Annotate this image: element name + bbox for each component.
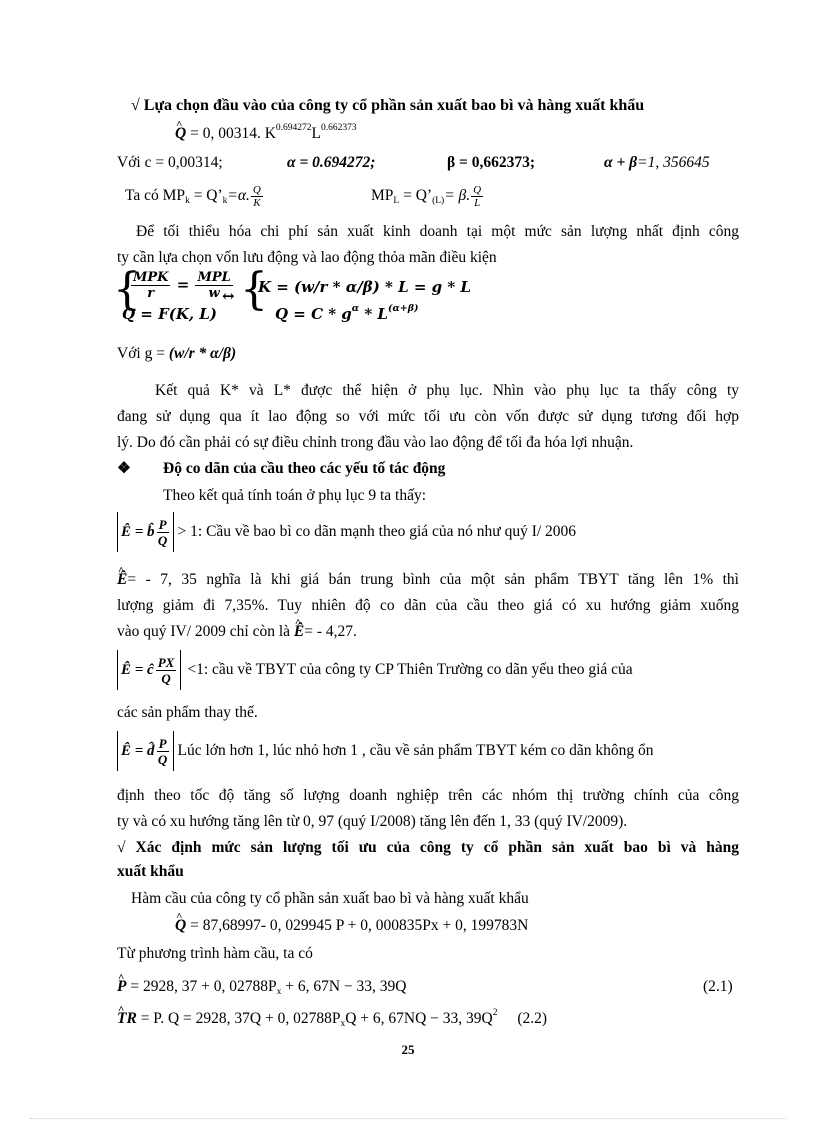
paragraph-line: Hàm cầu của công ty cổ phần sản xuất bao bì và hàng xuất khẩu — [131, 890, 529, 907]
marginal-product-line: Ta có $MP_k$ = $Q’_k=\alpha$. $\frac{Q}{K}$ — [125, 184, 261, 209]
alpha-beta-sum: α + β=1, 356645 — [604, 154, 710, 171]
section-heading-input-choice: √ Lựa chọn đầu vào của công ty cổ phần sản xuất bao bì và hàng xuất khẩu — [131, 97, 645, 114]
beta-value: β = 0,662373; — [447, 154, 536, 171]
paragraph-line: lý. Do đó cần phải có sự điều chỉnh trong đầu vào lao động để tối đa hóa lợi nhuận. — [117, 434, 634, 451]
section-heading-elasticity: Độ co dãn của cầu theo các yếu tố tác động — [163, 460, 446, 477]
paragraph-line: lượng giảm đi 7,35%. Tuy nhiên độ co dãn của cầu theo giá có xu hướng giảm xuống — [117, 597, 739, 614]
paragraph-line: các sản phẩm thay thế. — [117, 704, 258, 721]
paragraph-line: ^ Ê= - 7, 35 nghĩa là khi giá bán trung bình của một sản phẩm TBYT tăng lên 1% thì — [117, 570, 739, 590]
alpha-value: α = 0.694272; — [287, 154, 376, 171]
paragraph-line: định theo tốc độ tăng số lượng doanh nghiệp trên các nhóm thị trường chính của công — [117, 787, 739, 804]
section-heading-optimal-output: √ Xác định mức sản lượng tối ưu của công ty cổ phần sản xuất bao bì và hàng — [117, 839, 739, 856]
section-heading-optimal-output-cont: xuất khẩu — [117, 863, 184, 880]
bullet-icon: ❖ — [117, 460, 131, 477]
elasticity-price-line: Ê = b̂ $\frac{P}{Q}$ > 1: Cầu về bao bì co dãn mạnh theo giá của nó như quý I/ 2006 — [117, 510, 576, 554]
cross-elasticity-line: Ê = ĉ $\frac{PX}{Q}$ <1: cầu về TBYT của công ty CP Thiên Trường co dãn yếu theo giá của — [117, 648, 633, 692]
paragraph-line: Từ phương trình hàm cầu, ta có — [117, 945, 313, 962]
inverse-demand-equation: ^ P = 2928, 37 + 0, $02788P_x + 6$, 67N − 33, 39Q — [117, 977, 406, 997]
paragraph-line: ty cần lựa chọn vốn lưu động và lao động thỏa mãn điều kiện — [117, 249, 497, 266]
total-revenue-equation: ^ TR = P. Q = 2928, 37Q + 0, $02788P_xQ + 6$, 67NQ − 33, $39Q^2$ (2.2) — [117, 1009, 547, 1029]
paragraph-line: đang sử dụng qua ít lao động so với mức tối ưu còn vốn được sử dụng tương đối hợp — [117, 408, 739, 425]
paragraph-line: ty và có xu hướng tăng lên từ 0, 97 (quý I/2008) tăng lên đến 1, 33 (quý IV/2009). — [117, 813, 628, 830]
page-bottom-divider — [30, 1118, 786, 1119]
marginal-product-labor: $MP_L$ = $Q’_{(L)}= \beta$. $\frac{Q}{L}$ — [371, 184, 482, 209]
equation-number: (2.1) — [703, 978, 733, 995]
demand-function-equation: ^ Q = 87,68997- 0, 029945 P + 0, 000835Px + 0, 199783N — [175, 916, 528, 936]
document-page: √ Lựa chọn đầu vào của công ty cổ phần sản xuất bao bì và hàng xuất khẩu ^ Q = 0, 00314. $K^{0.694272}L^{0.662373}$ Với c = 0,00314; α = 0.694272; β = 0,662373; α + β=1, 356645 Ta có $MP_k$ = $Q’_k=\alpha$. $\frac{Q}{K}$ $MP_L$ = $Q’_{(L)}= \beta$. $\frac{Q}{L}$ Để tối thiểu hóa chi phí sản xuất kinh doanh tại một mức sản lượng nhất định công ty cần lựa chọn vốn lưu động và lao động thỏa mãn điều kiện { $\frac{\text{MPK}}{r}$ = $\frac{\text{MPL}}{w}$ Q = F(K, L) ↔ { K = (w/r * α/β) * L = g * L $Q = C * g^\alpha * L^{(\alpha+\beta)}$ Với g = (w/r * α/β) Kết quả K* và L* được thể hiện ở phụ lục. Nhìn vào phụ lục ta thấy công ty đang sử dụng qua ít lao động so với mức tối ưu còn vốn được sử dụng tương đối hợp lý. Do đó cần phải có sự điều chỉnh trong đầu vào lao động để tối đa hóa lợi nhuận. ❖ Độ co dãn của cầu theo các yếu tố tác động Theo kết quả tính toán ở phụ lục 9 ta thấy: Ê = b̂ $\frac{P}{Q}$ > 1: Cầu về bao bì co dãn mạnh theo giá của nó như quý I/ 2006 ^ Ê= - 7, 35 nghĩa là khi giá bán trung bình của một sản phẩm TBYT tăng lên 1% thì lượng giảm đi 7,35%. Tuy nhiên độ co dãn của cầu theo giá có xu hướng giảm xuống vào quý IV/ 2009 chỉ còn là ^ Ê= - 4,27. Ê = ĉ $\frac{PX}{Q}$ <1: cầu về TBYT của công ty CP Thiên Trường co dãn yếu theo giá của các sản phẩm thay thế. Ê = d̂ $\frac{P}{Q}$ Lúc lớn hơn 1, lúc nhỏ hơn 1 , cầu về sản phẩm TBYT kém co dãn không ổn định theo tốc độ tăng số lượng doanh nghiệp trên các nhóm thị trường chính của công ty và có xu hướng tăng lên từ 0, 97 (quý I/2008) tăng lên đến 1, 33 (quý IV/2009). √ Xác định mức sản lượng tối ưu của công ty cổ phần sản xuất bao bì và hàng xuất khẩu Hàm cầu của công ty cổ phần sản xuất bao bì và hàng xuất khẩu ^ Q = 87,68997- 0, 029945 P + 0, 000835Px + 0, 199783N Từ phương trình hàm cầu, ta có ^ P = 2928, 37 + 0, $02788P_x + 6$, 67N − 33, 39Q (2.1) ^ TR = P. Q = 2928, 37Q + 0, $02788P_xQ + 6$, 67NQ − 33, $39Q^2$ (2.2) 25 — [0, 0, 816, 1123]
firm-elasticity-line: Ê = d̂ $\frac{P}{Q}$ Lúc lớn hơn 1, lúc nhỏ hơn 1 , cầu về sản phẩm TBYT kém co dãn không ổn — [117, 729, 654, 773]
paragraph-line: Kết quả K* và L* được thể hiện ở phụ lục. Nhìn vào phụ lục ta thấy công ty — [155, 382, 739, 399]
production-function-equation: ^ Q = 0, 00314. $K^{0.694272}L^{0.662373}$ — [175, 124, 357, 144]
g-definition: Với g = (w/r * α/β) — [117, 345, 237, 362]
parameter-line: Với c = 0,00314; — [117, 154, 223, 171]
paragraph-line: Để tối thiểu hóa chi phí sản xuất kinh doanh tại một mức sản lượng nhất định công — [136, 223, 739, 240]
page-number: 25 — [401, 1042, 415, 1057]
paragraph-line: Theo kết quả tính toán ở phụ lục 9 ta thấy: — [163, 487, 427, 504]
paragraph-line: vào quý IV/ 2009 chỉ còn là ^ Ê= - 4,27. — [117, 622, 357, 642]
